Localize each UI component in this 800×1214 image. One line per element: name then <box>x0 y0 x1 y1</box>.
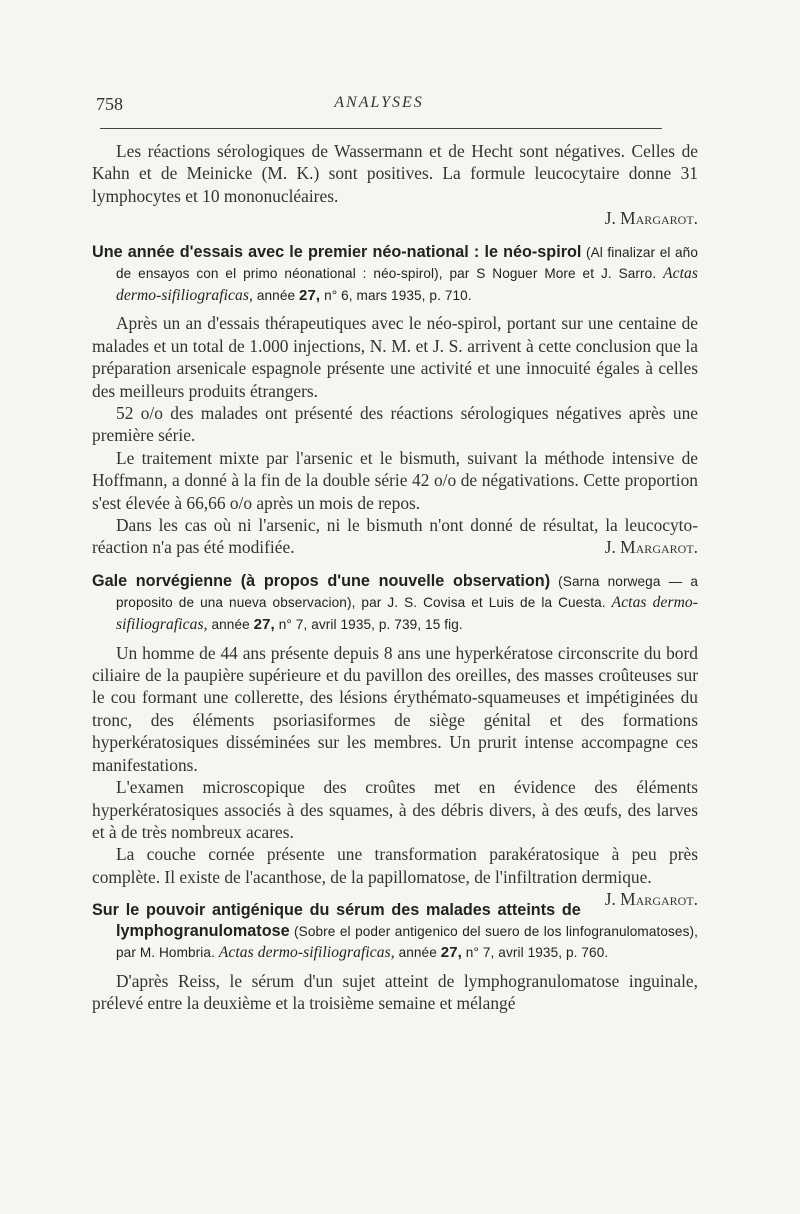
body-paragraph: Un homme de 44 ans présente depuis 8 ans une hyperkératose circonscrite du bord ciliaire de la paupière supérieure et du pavillon des oreilles, des masses croûteuses sur le cou formant une collerette, des lésions érythémato-squameuses et impétiginées du tronc, des éléments psoriasiformes de siège génital et des formations hyperkératosiques disséminées sur les membres. Un prurit intense accompagne ces manifestations. <box>92 642 698 775</box>
body-paragraph: Les réactions sérologiques de Wassermann et de Hecht sont négatives. Celles de Kahn et de Meinicke (M. K.) sont positives. La formule leucocytaire donne 31 lymphocytes et 10 mononucléaires. <box>92 141 698 206</box>
journal-name: Actas dermo-sifiliograficas, <box>218 944 395 962</box>
reference-text: n° 6, mars 1935, p. 710. <box>320 287 472 303</box>
header-rule <box>100 128 662 129</box>
journal-name: Actas dermo-sifiliograficas, <box>116 265 698 304</box>
signature: J. Margarot. <box>604 889 698 910</box>
reference-text: (Al finalizar el año de ensayos con el primo néonational : néo-spirol), par S Noguer More et J. Sarro. <box>116 244 698 282</box>
article-body <box>92 642 698 910</box>
article-heading <box>92 571 698 636</box>
reference-text: n° 7, avril 1935, p. 739, 15 fig. <box>274 617 463 633</box>
article-heading <box>92 242 698 307</box>
page-header <box>96 94 662 118</box>
volume-number: 27, <box>299 286 321 304</box>
article-title: Sur le pouvoir antigénique du sérum des malades atteints de lymphogranulomatose <box>92 901 581 940</box>
reference-text: (Sobre el poder antigenico del suero de los linfogranulomatoses), par M. Hombria. <box>116 923 698 961</box>
year-label: année <box>394 945 441 961</box>
paragraph-text: La couche cornée présente une transformation parakératosique à peu près complète. Il existe de l'acanthose, de la papillomatose, de l'infiltration dermique. <box>92 844 698 887</box>
article-title: Une année d'essais avec le premier néo-national : le néo-spirol <box>92 242 582 261</box>
article-title: Gale norvégienne (à propos d'une nouvelle observation) <box>92 571 551 590</box>
signature: J. Margarot. <box>604 537 698 558</box>
reference-text: (Sarna norwega — a proposito de una nueva observacion), par J. S. Covisa et Luis de la Cuesta. <box>116 573 698 611</box>
article-body <box>92 970 698 1015</box>
volume-number: 27, <box>253 616 275 634</box>
body-paragraph: D'après Reiss, le sérum d'un sujet atteint de lymphogranulomatose inguinale, prélevé entre la deuxième et la troisième semaine et mélangé <box>92 970 698 1014</box>
body-paragraph: Après un an d'essais thérapeutiques avec le néo-spirol, portant sur une centaine de malades et un total de 1.000 injections, N. M. et J. S. arrivent à cette conclusion que la préparation arsenicale espagnole présente une activité et une innocuité égales à celles des meilleurs produits étrangers. <box>92 313 698 401</box>
body-paragraph <box>92 514 698 559</box>
body-paragraph: L'examen microscopique des croûtes met en évidence des éléments hyperkératosiques associés à des squames, à des débris divers, à des œufs, des larves et à de très nombreux acares. <box>92 777 698 842</box>
running-title: ANALYSES <box>334 94 424 111</box>
body-paragraph: 52 o/o des malades ont présenté des réactions sérologiques négatives après une première série. <box>92 403 698 446</box>
year-label: année <box>252 287 300 303</box>
year-label: année <box>207 617 254 633</box>
paragraph-text: Dans les cas où ni l'arsenic, ni le bismuth n'ont donné de résultat, la leucocyto-réaction n'a pas été modifiée. <box>92 515 698 558</box>
page-content <box>92 140 698 1015</box>
signature: J. Margarot. <box>604 208 698 229</box>
journal-name: Actas dermo-sifiliograficas, <box>116 594 698 634</box>
body-paragraph <box>92 843 698 910</box>
volume-number: 27, <box>440 944 462 962</box>
page-number: 758 <box>96 94 123 114</box>
body-paragraph: Le traitement mixte par l'arsenic et le bismuth, suivant la méthode intensive de Hoffmann, a donné à la fin de la double série 42 o/o de négativations. Cette proportion s'est élevée à 66,66 o/o après un mois de repos. <box>92 447 698 513</box>
article-body <box>92 312 698 558</box>
reference-text: n° 7, avril 1935, p. 760. <box>461 945 609 961</box>
